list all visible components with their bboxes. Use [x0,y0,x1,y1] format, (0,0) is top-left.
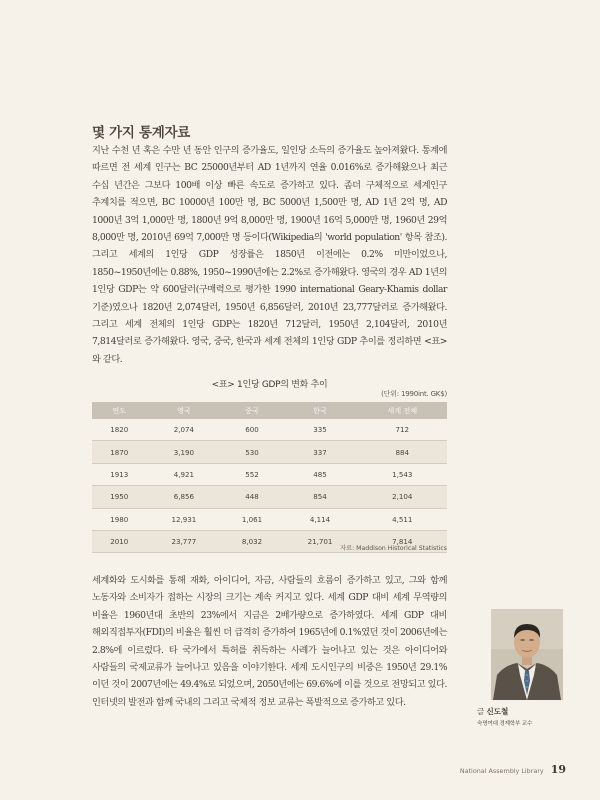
table-cell: 2,074 [146,419,221,441]
table-cell: 1913 [92,463,146,485]
table-header-row [92,402,447,419]
author-prefix: 글 [477,707,485,716]
table-cell: 4,921 [146,463,221,485]
table-row [92,486,447,508]
table-cell: 8,032 [221,530,282,552]
table-cell: 884 [357,441,447,463]
table-cell: 4,114 [283,508,358,530]
body-paragraph-1: 지난 수천 년 혹은 수만 년 동안 인구의 증가율도, 일인당 소득의 증가율도 높아져왔다. 통계에 따르면 전 세계 인구는 BC 25000년부터 AD 1년까지 연율 0.016%로 증가해왔으나 최근 수십 년간은 그보다 100배 이상 빠른 속도로 증가하고 있다. 좀더 구체적으로 세계인구 추계치를 적으면, BC 10000년 100만 명, BC 5000년 1,500만 명, AD 1년 2억 명, AD 1000년 3억 1,000만 명, 1800년 9억 8,000만 명, 1900년 16억 5,000만 명, 1960년 29억 8,000만 명, 2010년 69억 7,000만 명 등이다(Wikipedia의 'world population' 항목 참조). 그리고 세계의 1인당 GDP 성장률은 1850년 이전에는 0.2% 미만이었으나, 1850~1950년에는 0.88%, 1950~1990년에는 2.2%로 증가해왔다. 영국의 경우 AD 1년의 1인당 GDP는 약 600달러(구매력으로 평가한 1990 international Geary-Khamis dollar 기준)였으나 1820년 2,074달러, 1950년 6,856달러, 2010년 23,777달러로 증가해왔다. 그리고 세계 전체의 1인당 GDP는 1820년 712달러, 1950년 2,104달러, 2010년 7,814달러로 증가해왔다. 영국, 중국, 한국과 세계 전체의 1인당 GDP 추이를 정리하면 <표>와 같다. [92,145,447,365]
author-credit [477,706,577,727]
table-cell: 448 [221,486,282,508]
table-row [92,441,447,463]
header-china: 중국 [221,402,282,419]
header-korea: 한국 [283,402,358,419]
table-cell: 12,931 [146,508,221,530]
gdp-table [92,402,447,553]
table-cell: 1870 [92,441,146,463]
table-cell: 7,814 [357,530,447,552]
header-world: 세계 전체 [357,402,447,419]
section-title: 몇 가지 통계자료 [92,125,190,141]
page-footer [460,763,566,776]
table-cell: 4,511 [357,508,447,530]
table-cell: 1950 [92,486,146,508]
table-cell: 1980 [92,508,146,530]
table-cell: 6,856 [146,486,221,508]
table-row [92,463,447,485]
table-cell: 1,061 [221,508,282,530]
publication-name: National Assembly Library [459,767,544,775]
author-portrait-image [491,609,563,700]
author-affiliation: 숙명여대 경제학부 교수 [477,721,533,727]
table-cell: 3,190 [146,441,221,463]
header-year: 연도 [92,402,146,419]
table-cell: 600 [221,419,282,441]
table-cell: 552 [221,463,282,485]
table-cell: 2010 [92,530,146,552]
table-cell: 2,104 [357,486,447,508]
table-title: <표> 1인당 GDP의 변화 추이 [211,380,328,390]
table-cell: 1820 [92,419,146,441]
table-source: 자료: Maddison Historical Statistics [340,545,447,552]
table-cell: 712 [357,419,447,441]
header-uk: 영국 [146,402,221,419]
table-cell: 530 [221,441,282,463]
author-name: 신도철 [486,707,509,716]
table-cell: 1,543 [357,463,447,485]
page-number: 19 [550,763,566,776]
table-row [92,419,447,441]
table-cell: 21,701 [283,530,358,552]
table-cell: 23,777 [146,530,221,552]
body-paragraph-2: 세계화와 도시화를 통해 재화, 아이디어, 자금, 사람들의 흐름이 증가하고 있고, 그와 함께 노동자와 소비자가 접하는 시장의 크기는 계속 커지고 있다. 세계 GDP 대비 세계 무역량의 비율은 1960년대 초반의 23%에서 지금은 2배가량으로 증가하였다. 세계 GDP 대비 해외직접투자(FDI)의 비율은 훨씬 더 급격히 증가하여 1965년에 0.1%였던 것이 2006년에는 2.8%에 이르렀다. 타 국가에서 특허를 취득하는 사례가 늘어나고 있는 것은 아이디어와 사람들의 국제교류가 늘어나고 있음을 이야기한다. 세계 도시인구의 비중은 1950년 29.1%이던 것이 2007년에는 49.4%로 되었으며, 2050년에는 69.6%에 이를 것으로 전망되고 있다. 인터넷의 발전과 함께 국내의 그리고 국제적 정보 교류는 폭발적으로 증가하고 있다. [92,575,447,708]
table-cell: 337 [283,441,358,463]
author-photo [491,609,563,700]
table-cell: 854 [283,486,358,508]
table-row [92,508,447,530]
table-cell: 335 [283,419,358,441]
table-cell: 485 [283,463,358,485]
table-unit: (단위: 1990int. GK$) [381,390,447,398]
